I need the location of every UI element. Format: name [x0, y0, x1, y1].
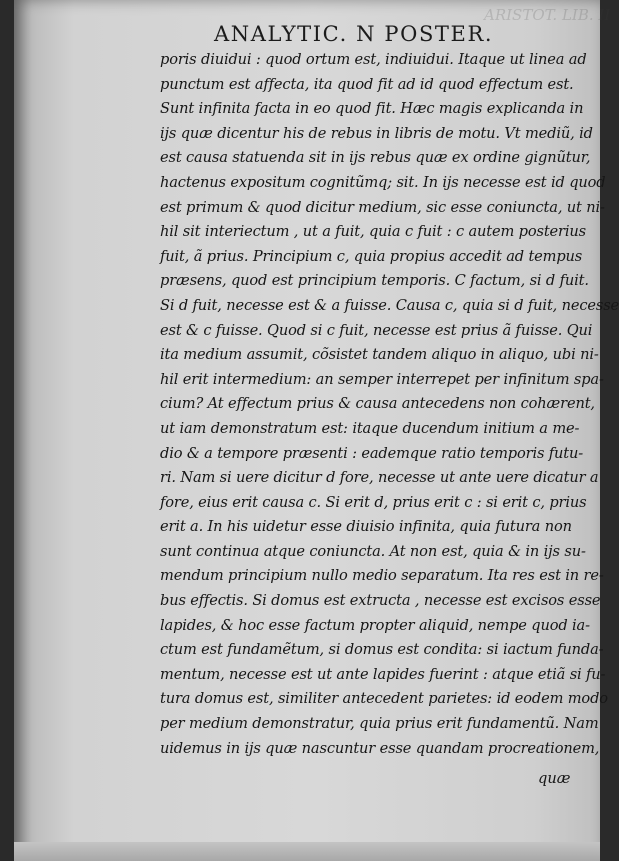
text-line: ctum est fundamẽtum, si domus est condita: si iactum funda-	[160, 641, 604, 659]
bleed-through-text: ARISTOT. LIB. II	[484, 6, 611, 24]
text-line: tura domus est, similiter antecedent parietes: id eodem modo	[160, 690, 608, 708]
text-line: mendum principium nullo medio separatum. Ita res est in re-	[160, 567, 604, 585]
text-line: mentum, necesse est ut ante lapides fuerint : atque etiã si fu-	[160, 665, 606, 683]
running-header: ANALYTIC. N POSTER.	[214, 22, 494, 46]
text-line: erit a. In his uidetur esse diuisio infinita, quia futura non	[160, 518, 572, 536]
text-line: est & c fuisse. Quod si c fuit, necesse est prius ã fuisse. Qui	[160, 321, 593, 339]
page-bottom-edge	[14, 842, 600, 861]
text-line: sunt continua atque coniuncta. At non est, quia & in ijs su-	[160, 542, 586, 560]
text-line: punctum est affecta, ita quod fit ad id quod effectum est.	[160, 75, 574, 93]
text-line: Si d fuit, necesse est & a fuisse. Causa c, quia si d fuit, necesse	[160, 296, 619, 314]
text-line: Sunt infinita facta in eo quod fit. Hæc magis explicanda in	[160, 100, 584, 118]
text-line: poris diuidui : quod ortum est, indiuidui. Itaque ut linea ad	[160, 51, 587, 68]
text-line: hactenus expositum cognitũmq; sit. In ijs necesse est id quod	[160, 173, 606, 191]
text-line: bus effectis. Si domus est extructa , necesse est excisos esse	[160, 592, 601, 610]
text-line: lapides, & hoc esse factum propter aliquid, nempe quod ia-	[160, 616, 590, 634]
text-line: per medium demonstratur, quia prius erit fundamentũ. Nam	[160, 715, 599, 733]
text-line: est primum & quod dicitur medium, sic esse coniuncta, ut ni-	[160, 198, 605, 216]
text-line: cium? At effectum prius & causa antecedens non cohærent,	[160, 395, 595, 413]
text-line: ri. Nam si uere dicitur d fore, necesse ut ante uere dicatur a	[160, 469, 599, 487]
text-line: ijs quæ dicentur his de rebus in libris de motu. Vt mediũ, id	[160, 124, 593, 142]
text-line: hil erit intermedium: an semper interrepet per infinitum spa-	[160, 370, 604, 388]
text-line: uidemus in ijs quæ nascuntur esse quandam procreationem,	[160, 739, 600, 757]
catchword: quæ	[538, 770, 571, 787]
text-line: hil sit interiectum , ut a fuit, quia c fuit : c autem posterius	[160, 223, 586, 241]
text-line: præsens, quod est principium temporis. C factum, si d fuit.	[160, 272, 589, 290]
text-line: dio & a tempore præsenti : eademque ratio temporis futu-	[160, 444, 584, 462]
text-line: ut iam demonstratum est: itaque ducendum initium a me-	[160, 419, 580, 437]
text-line: est causa statuenda sit in ijs rebus quæ ex ordine gignũtur,	[160, 149, 591, 167]
text-line: ita medium assumit, cõsistet tandem aliquo in aliquo, ubi ni-	[160, 346, 599, 364]
text-line: fuit, ã prius. Principium c, quia propius accedit ad tempus	[160, 247, 583, 265]
text-line: fore, eius erit causa c. Si erit d, prius erit c : si erit c, prius	[160, 493, 587, 511]
page-body-text	[160, 48, 619, 761]
